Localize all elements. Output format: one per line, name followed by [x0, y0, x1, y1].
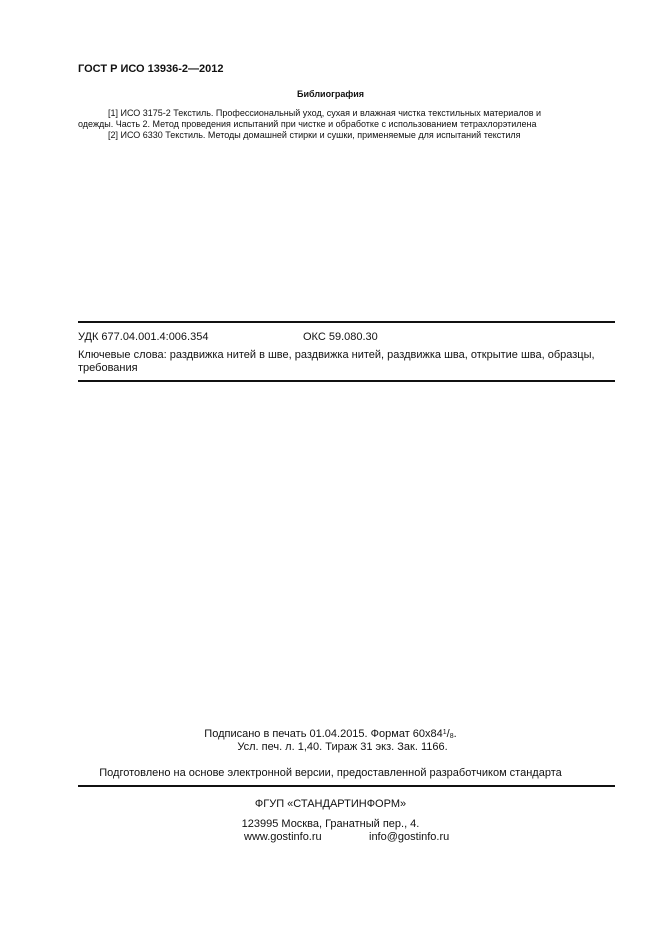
standard-code-header: ГОСТ Р ИСО 13936-2—2012 [78, 63, 224, 75]
reference-2: [2] ИСО 6330 Текстиль. Методы домашней стирки и сушки, применяемые для испытаний текстиля [108, 130, 521, 140]
publisher-email[interactable]: info@gostinfo.ru [369, 831, 450, 843]
reference-1-line-1: [1] ИСО 3175-2 Текстиль. Профессиональный уход, сухая и влажная чистка текстильных материалов и [108, 108, 542, 118]
print-info: Усл. печ. л. 1,40. Тираж 31 экз. Зак. 1166. [237, 741, 448, 753]
signed-for-print: Подписано в печать 01.04.2015. Формат $60х84^1/_8$. [204, 728, 457, 740]
bibliography-title: Библиография [297, 89, 364, 99]
divider-middle [78, 380, 615, 382]
udk-code: УДК 677.04.001.4:006.354 [78, 331, 209, 343]
keywords-text: Ключевые слова: раздвижка нитей в шве, раздвижка нитей, раздвижка шва, открытие шва, образцы, [78, 349, 595, 361]
format-fraction-numerator: 1 [442, 729, 447, 736]
prepared-note: Подготовлено на основе электронной версии, предоставленной разработчиком стандарта [99, 767, 562, 779]
divider-top [78, 321, 615, 323]
reference-1-line-2: одежды. Часть 2. Метод проведения испытаний при чистке и обработке с использованием тетрахлорэтилена [78, 119, 537, 129]
publisher-address: 123995 Москва, Гранатный пер., 4. [241, 818, 420, 830]
publisher-name: ФГУП «СТАНДАРТИНФОРМ» [254, 798, 407, 810]
format-fraction-denominator: 8 [449, 733, 454, 740]
signed-prefix: Подписано в печать 01.04.2015. Формат 60х84 [204, 728, 443, 740]
oks-code: ОКС 59.080.30 [303, 331, 378, 343]
keywords-line-1 [78, 349, 615, 361]
keywords-line-2: требования [78, 362, 138, 374]
publisher-website[interactable]: www.gostinfo.ru [244, 831, 322, 843]
signed-suffix: . [453, 728, 457, 740]
divider-bottom [78, 785, 615, 787]
